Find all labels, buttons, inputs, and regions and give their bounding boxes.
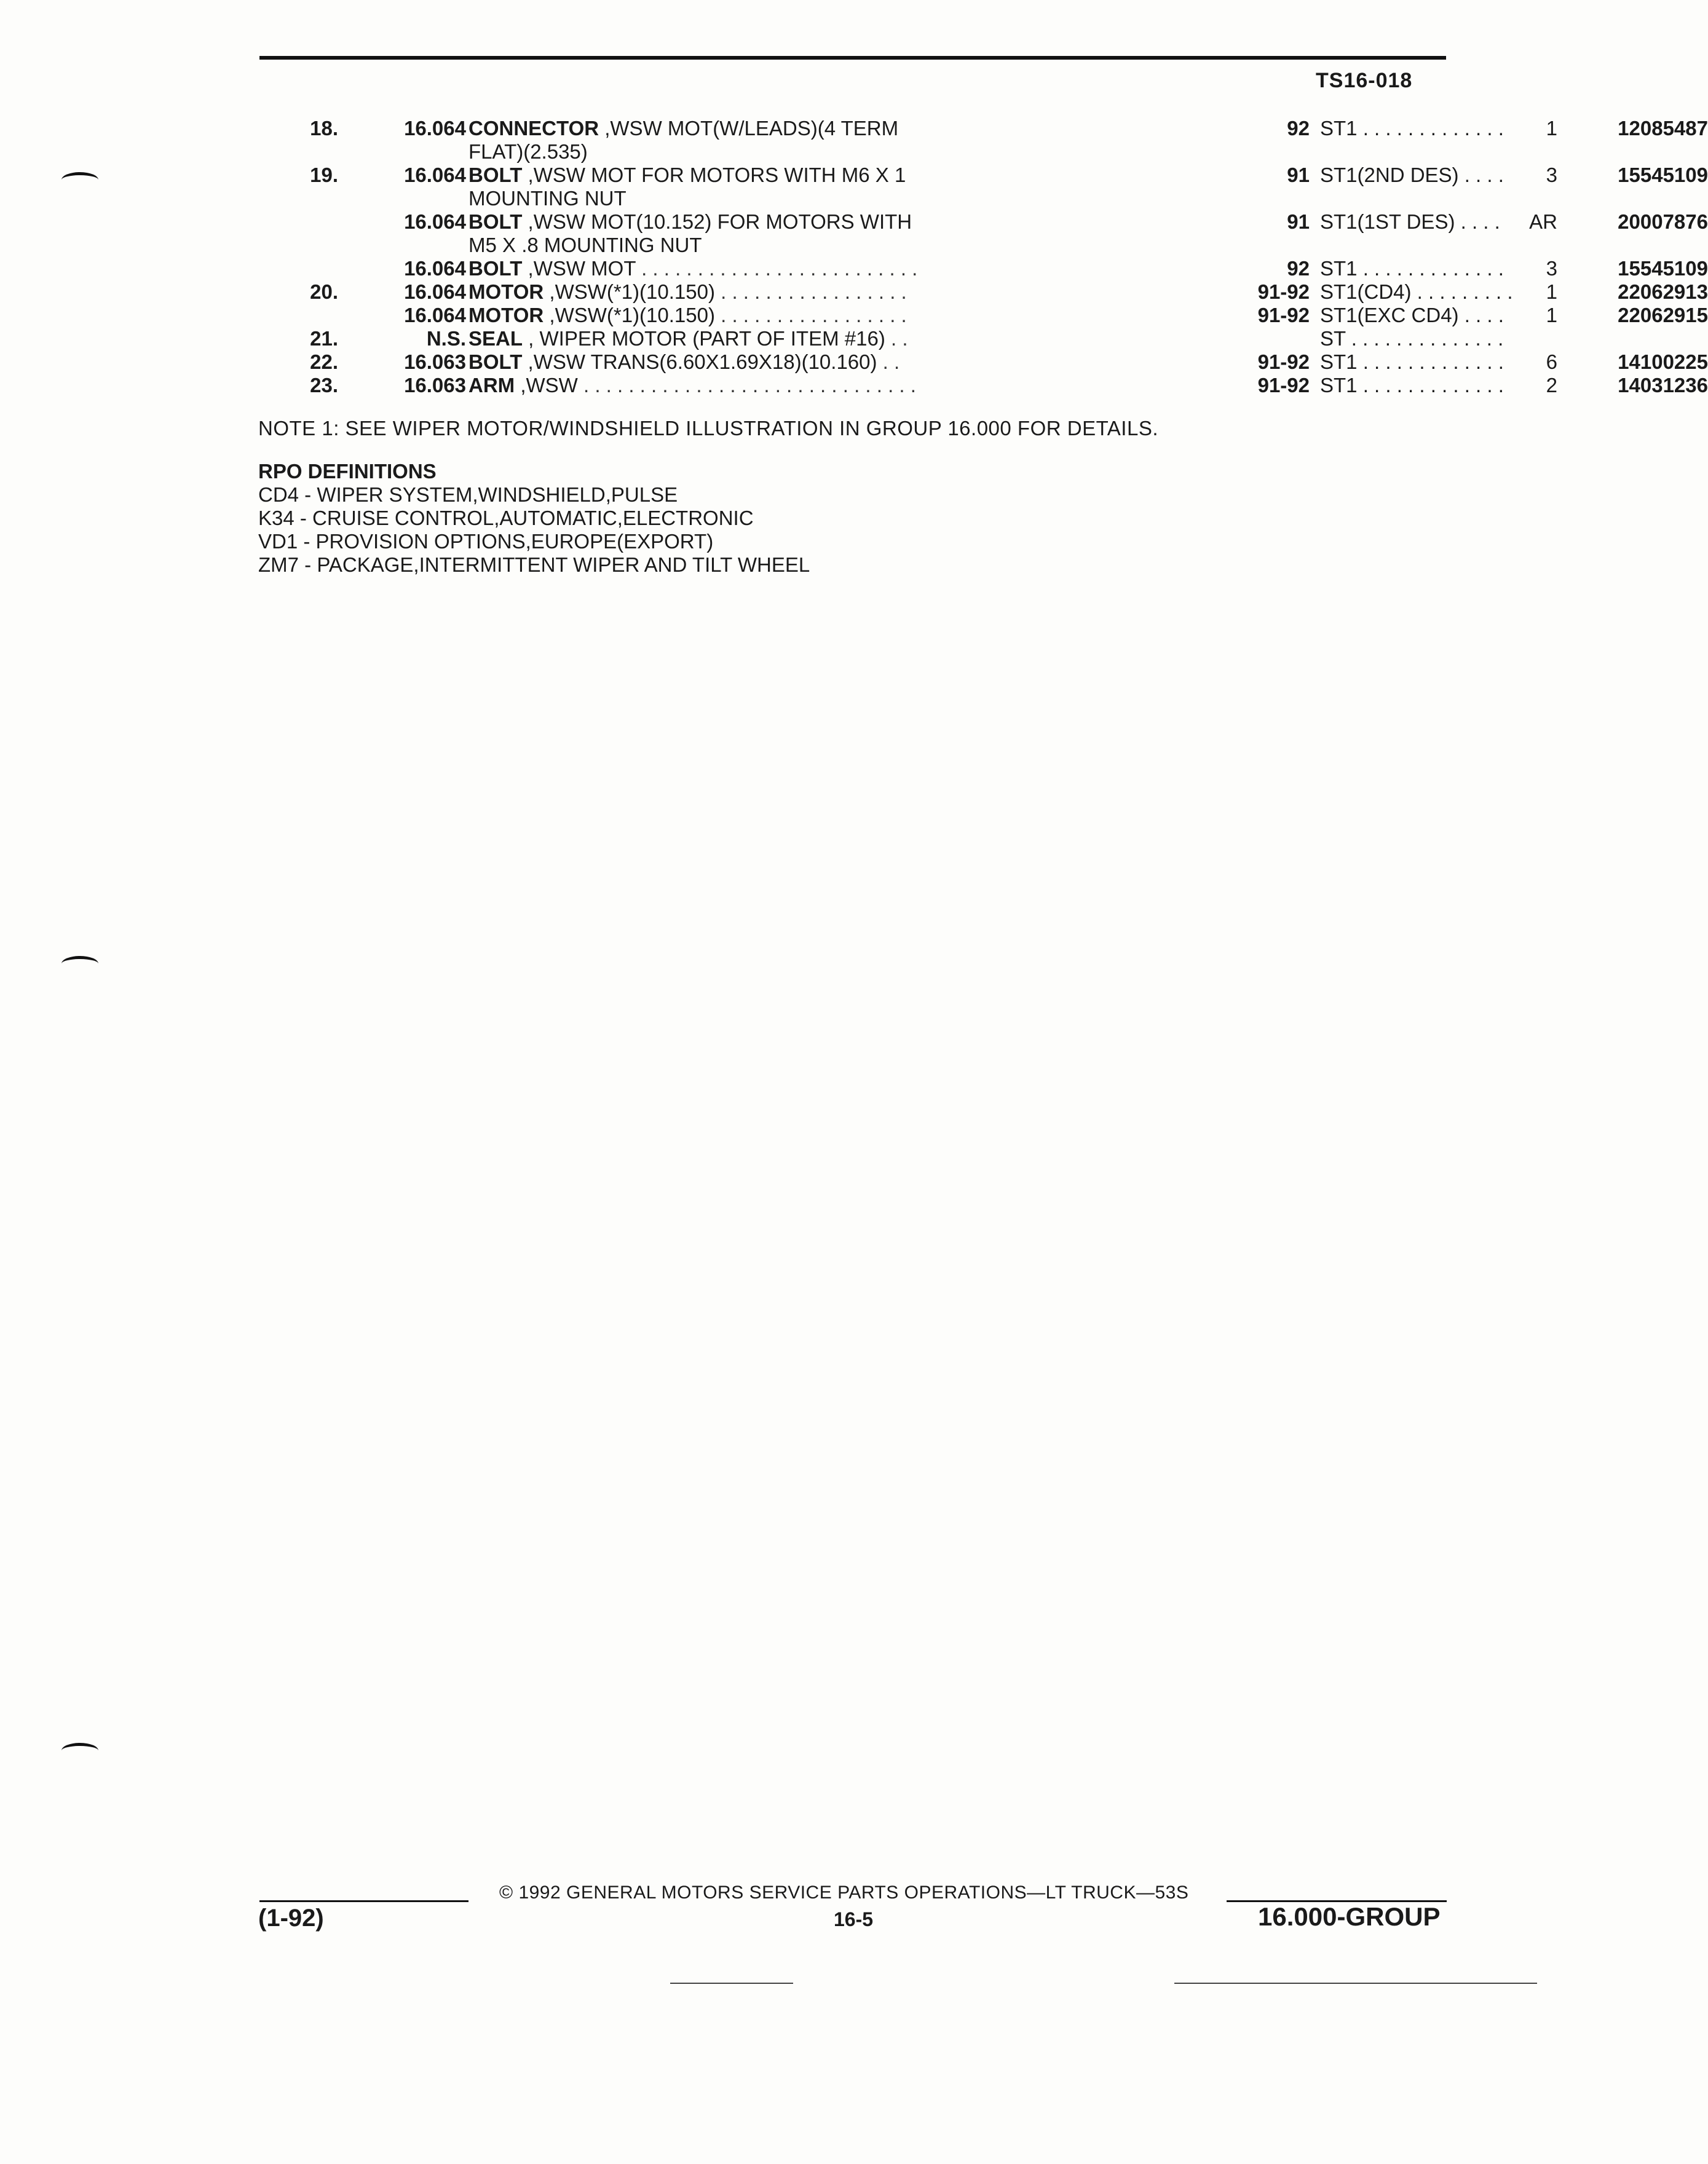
dot-leader: . . . . . . . . . . . . . . . . . xyxy=(714,304,907,326)
footnote: NOTE 1: SEE WIPER MOTOR/WINDSHIELD ILLUSTRATION IN GROUP 16.000 FOR DETAILS. xyxy=(258,417,1159,440)
part-number: 12085487 xyxy=(1618,117,1708,140)
description-text: ,WSW MOT xyxy=(522,257,636,280)
description-continued: MOUNTING NUT xyxy=(469,187,627,210)
description-text: ,WSW(*1)(10.150) xyxy=(544,304,715,326)
rpo-line: K34 - CRUISE CONTROL,AUTOMATIC,ELECTRONIC xyxy=(258,507,754,529)
dot-leader: . . xyxy=(885,327,908,350)
rpo-title: RPO DEFINITIONS xyxy=(258,460,437,483)
description-text: ,WSW MOT(10.152) FOR MOTORS WITH xyxy=(522,210,912,233)
model-years: 92 xyxy=(1287,117,1310,140)
parts-row xyxy=(258,350,1708,374)
parts-row xyxy=(258,117,1708,164)
part-name: BOLT xyxy=(469,350,523,373)
part-description xyxy=(469,280,1203,304)
description-text: ,WSW MOT FOR MOTORS WITH M6 X 1 xyxy=(522,164,906,186)
scan-line xyxy=(670,1983,793,1984)
group-number: 16.063 xyxy=(404,350,466,373)
part-name: BOLT xyxy=(469,164,523,186)
quantity: 6 xyxy=(1546,350,1557,373)
group-number: 16.064 xyxy=(404,304,466,326)
part-name: ARM xyxy=(469,374,515,397)
description-text: , WIPER MOTOR (PART OF ITEM #16) xyxy=(523,327,885,350)
part-number: 20007876 xyxy=(1618,210,1708,233)
rpo-line: VD1 - PROVISION OPTIONS,EUROPE(EXPORT) xyxy=(258,530,714,553)
model-years: 91 xyxy=(1287,164,1310,186)
series-code: ST1(CD4) . . . . . . . . . xyxy=(1320,280,1513,303)
series-code: ST1(2ND DES) . . . . xyxy=(1320,164,1504,186)
model-years: 91-92 xyxy=(1257,280,1310,303)
part-name: BOLT xyxy=(469,257,523,280)
part-name: MOTOR xyxy=(469,280,544,303)
model-years: 92 xyxy=(1287,257,1310,280)
item-number: 19. xyxy=(310,164,338,186)
header-rule xyxy=(259,56,1446,60)
parts-row xyxy=(258,304,1708,327)
parts-row xyxy=(258,257,1708,280)
part-description xyxy=(469,327,1203,350)
item-number: 22. xyxy=(310,350,338,373)
quantity: 3 xyxy=(1546,164,1557,186)
model-years: 91-92 xyxy=(1257,350,1310,373)
series-code: ST1(1ST DES) . . . . xyxy=(1320,210,1500,233)
part-description xyxy=(469,257,1203,280)
scan-line xyxy=(1174,1983,1537,1984)
dot-leader: . . . . . . . . . . . . . . . . . . . . . . . . . xyxy=(635,257,918,280)
description-continued: M5 X .8 MOUNTING NUT xyxy=(469,234,702,256)
part-description xyxy=(469,164,1203,210)
part-description xyxy=(469,210,1203,257)
binder-mark xyxy=(61,172,98,188)
group-number: 16.064 xyxy=(404,280,466,303)
part-description xyxy=(469,350,1203,374)
description-text: ,WSW xyxy=(515,374,578,397)
part-name: BOLT xyxy=(469,210,523,233)
quantity: 3 xyxy=(1546,257,1557,280)
group-label: 16.000-GROUP xyxy=(1258,1902,1441,1931)
model-years: 91 xyxy=(1287,210,1310,233)
rpo-definitions xyxy=(258,460,810,577)
dot-leader: . . xyxy=(877,350,900,373)
part-number: 14031236 xyxy=(1618,374,1708,397)
parts-row xyxy=(258,374,1708,397)
item-number: 21. xyxy=(310,327,338,350)
group-number: 16.064 xyxy=(404,117,466,140)
item-number: 23. xyxy=(310,374,338,397)
part-number: 22062913 xyxy=(1618,280,1708,303)
item-number: 20. xyxy=(310,280,338,303)
group-number: N.S. xyxy=(426,327,466,350)
description-text: ,WSW TRANS(6.60X1.69X18)(10.160) xyxy=(522,350,877,373)
series-code: ST1 . . . . . . . . . . . . . xyxy=(1320,117,1504,140)
binder-mark xyxy=(61,956,98,971)
part-name: SEAL xyxy=(469,327,523,350)
group-number: 16.064 xyxy=(404,164,466,186)
parts-row xyxy=(258,327,1504,350)
part-description xyxy=(469,304,1203,327)
page-number: 16-5 xyxy=(834,1908,874,1930)
series-code: ST1(EXC CD4) . . . . xyxy=(1320,304,1504,326)
series-code: ST1 . . . . . . . . . . . . . xyxy=(1320,257,1504,280)
parts-list xyxy=(258,117,1708,397)
part-name: MOTOR xyxy=(469,304,544,326)
description-continued: FLAT)(2.535) xyxy=(469,140,588,163)
item-number: 18. xyxy=(310,117,338,140)
document-id: TS16-018 xyxy=(1316,69,1413,92)
parts-row xyxy=(258,164,1708,210)
series-code: ST1 . . . . . . . . . . . . . xyxy=(1320,374,1504,397)
part-number: 22062915 xyxy=(1618,304,1708,326)
rpo-line: ZM7 - PACKAGE,INTERMITTENT WIPER AND TILT WHEEL xyxy=(258,553,810,576)
quantity: 1 xyxy=(1546,117,1557,140)
group-number: 16.064 xyxy=(404,257,466,280)
group-number: 16.064 xyxy=(404,210,466,233)
model-years: 91-92 xyxy=(1257,374,1310,397)
revision-date: (1-92) xyxy=(258,1905,324,1932)
quantity: 2 xyxy=(1546,374,1557,397)
series-code: ST1 . . . . . . . . . . . . . xyxy=(1320,350,1504,373)
footer-rule-left xyxy=(259,1900,469,1902)
description-text: ,WSW MOT(W/LEADS)(4 TERM xyxy=(599,117,899,140)
model-years: 91-92 xyxy=(1257,304,1310,326)
part-number: 15545109 xyxy=(1618,164,1708,186)
series-code: ST . . . . . . . . . . . . . . xyxy=(1320,327,1504,350)
description-text: ,WSW(*1)(10.150) xyxy=(544,280,715,303)
quantity: AR xyxy=(1529,210,1557,233)
dot-leader: . . . . . . . . . . . . . . . . . xyxy=(714,280,907,303)
copyright-notice: © 1992 GENERAL MOTORS SERVICE PARTS OPERATIONS—LT TRUCK—53S xyxy=(499,1882,1189,1903)
parts-row xyxy=(258,280,1708,304)
binder-mark xyxy=(61,1743,98,1758)
group-number: 16.063 xyxy=(404,374,466,397)
rpo-line: CD4 - WIPER SYSTEM,WINDSHIELD,PULSE xyxy=(258,483,678,506)
part-description xyxy=(469,117,1203,164)
part-number: 14100225 xyxy=(1618,350,1708,373)
dot-leader: . . . . . . . . . . . . . . . . . . . . . . . . . . . . . . xyxy=(577,374,916,397)
quantity: 1 xyxy=(1546,280,1557,303)
part-description xyxy=(469,374,1203,397)
parts-row xyxy=(258,210,1708,257)
quantity: 1 xyxy=(1546,304,1557,326)
part-name: CONNECTOR xyxy=(469,117,599,140)
part-number: 15545109 xyxy=(1618,257,1708,280)
